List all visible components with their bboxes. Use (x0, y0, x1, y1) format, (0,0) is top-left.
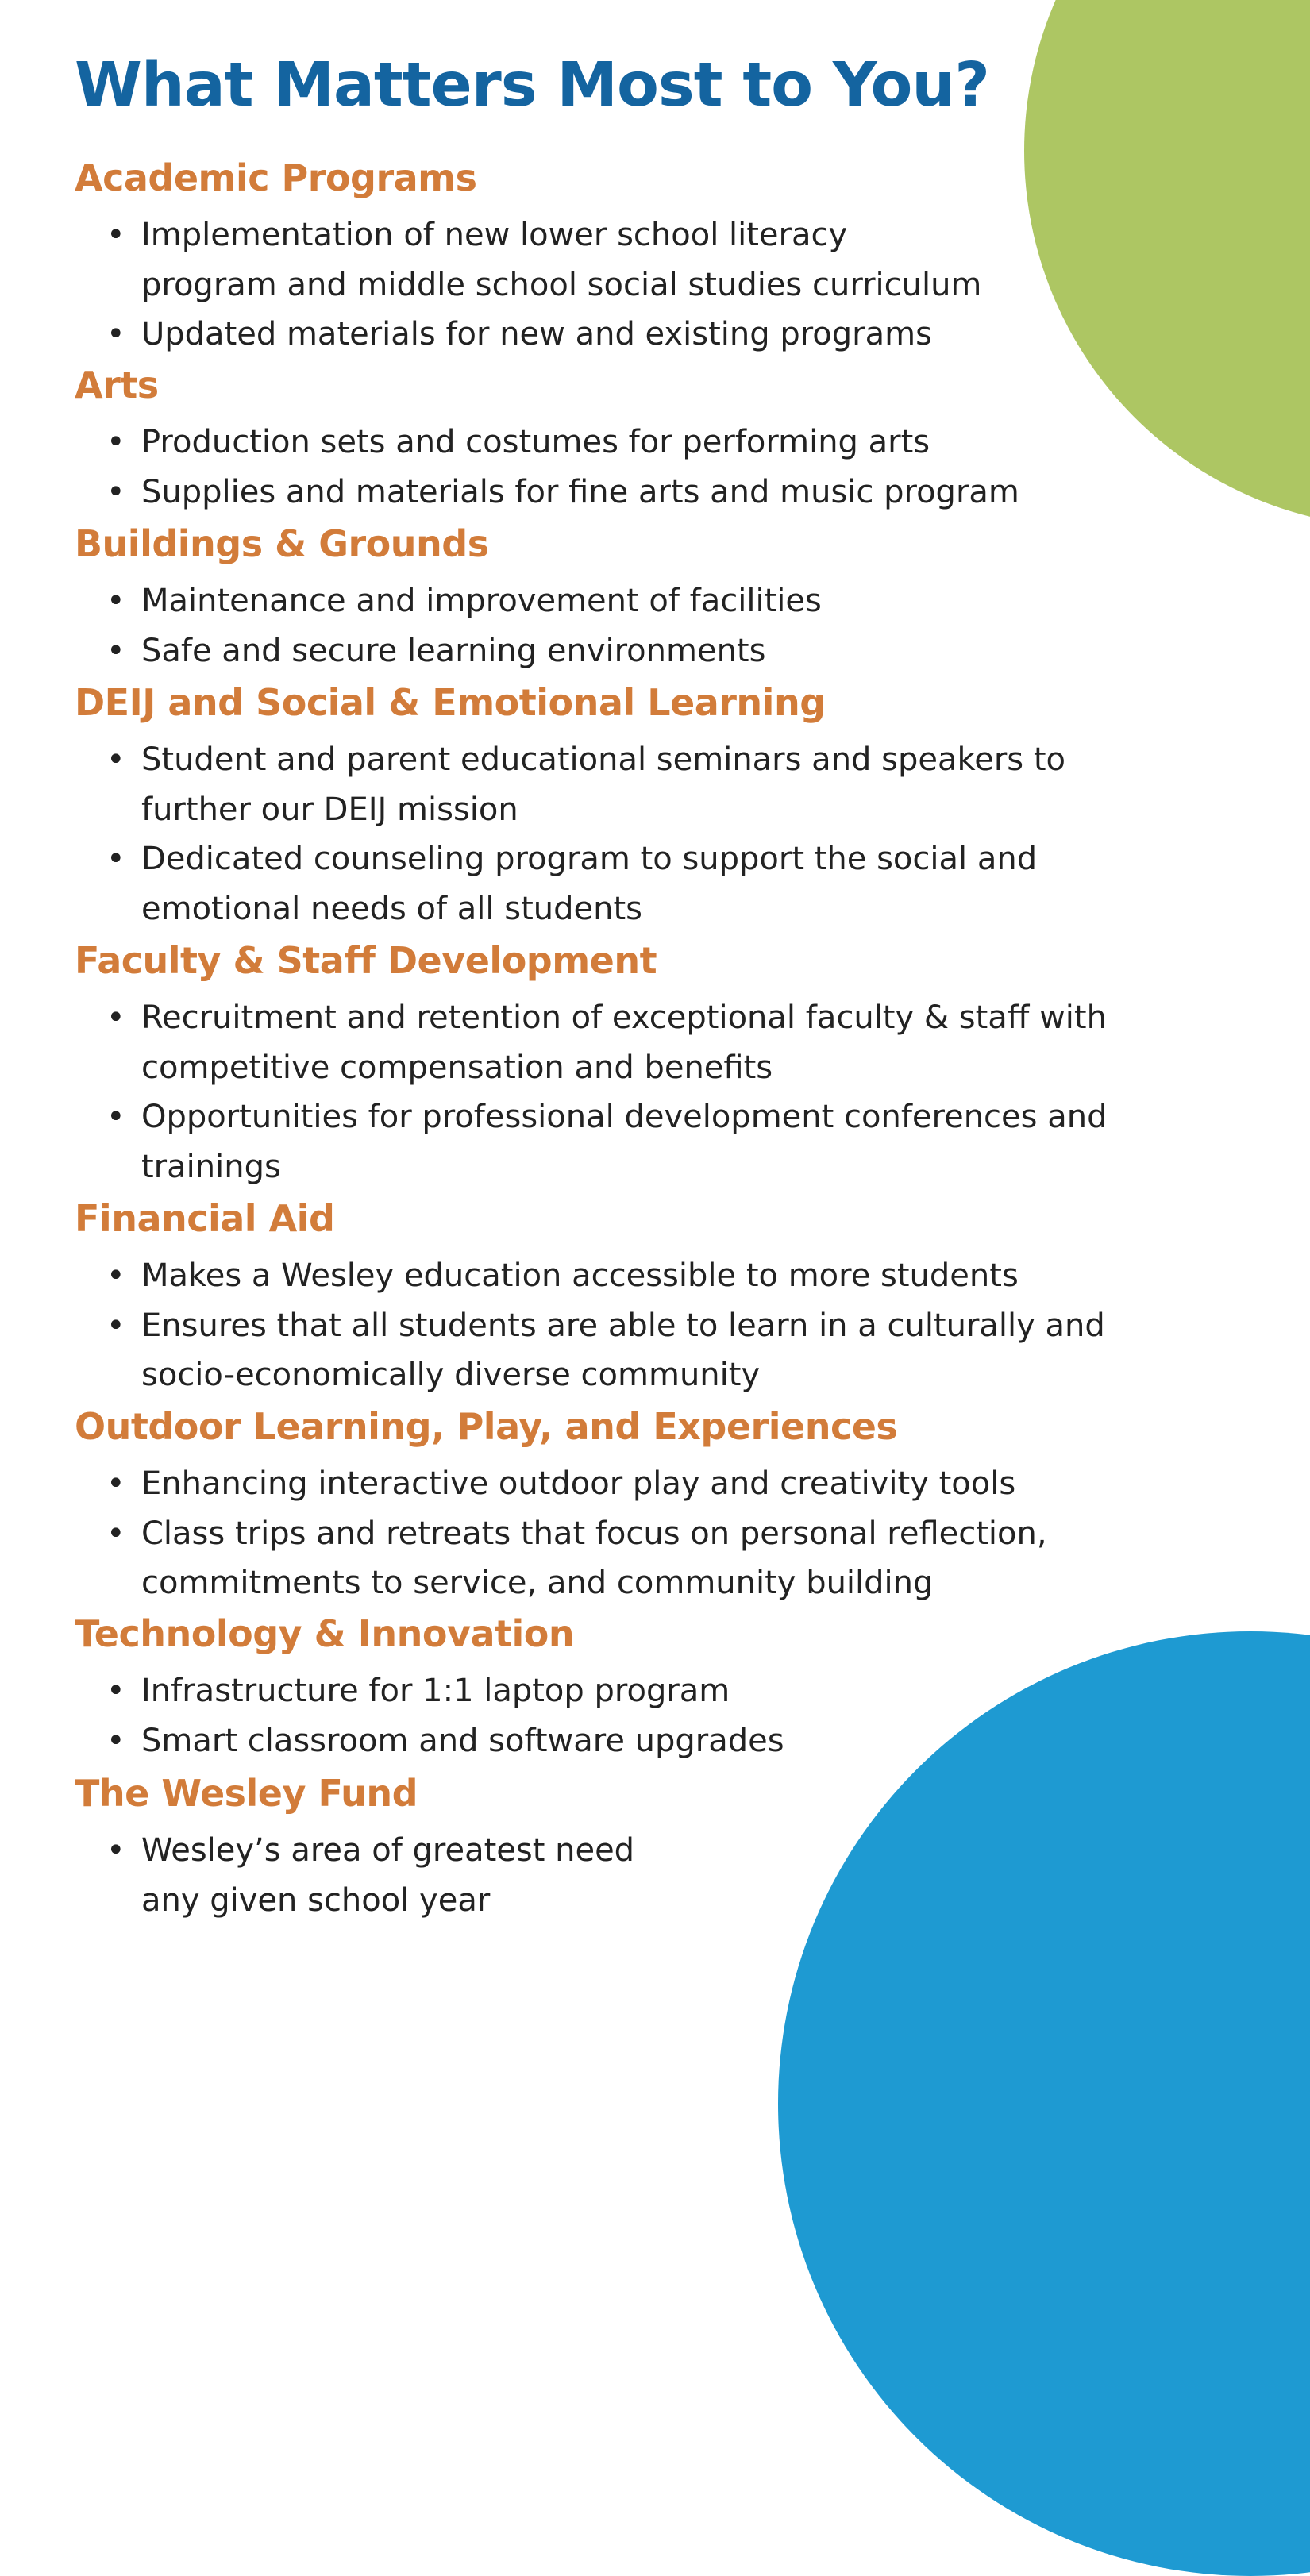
bullet-icon: • (106, 1465, 125, 1502)
bullet-icon: • (106, 217, 125, 253)
section-heading: Buildings & Grounds (75, 522, 489, 565)
list-item-line: competitive compensation and benefits (141, 1049, 773, 1086)
list-item-line: Enhancing interactive outdoor play and creativity tools (141, 1465, 1016, 1502)
list-item-line: Supplies and materials for fine arts and music program (141, 473, 1019, 510)
list-item-line: Implementation of new lower school literacy (141, 217, 848, 253)
list-item-line: Wesley’s area of greatest need (141, 1832, 635, 1869)
section-heading: Technology & Innovation (75, 1612, 575, 1655)
bullet-icon: • (106, 1515, 125, 1552)
bullet-icon: • (106, 1257, 125, 1294)
list-item-line: socio-economically diverse community (141, 1357, 761, 1394)
bullet-icon: • (106, 1673, 125, 1709)
list-item-line: Maintenance and improvement of facilities (141, 583, 822, 619)
bullet-icon: • (106, 1307, 125, 1344)
bullet-icon: • (106, 473, 125, 510)
section-heading: The Wesley Fund (75, 1772, 418, 1815)
list-item-line: Recruitment and retention of exceptional faculty & staff with (141, 999, 1107, 1036)
list-item-line: further our DEIJ mission (141, 791, 518, 828)
list-item-line: program and middle school social studies curriculum (141, 266, 982, 303)
bullet-icon: • (106, 424, 125, 460)
bullet-icon: • (106, 1099, 125, 1136)
bullet-icon: • (106, 316, 125, 353)
bullet-icon: • (106, 1722, 125, 1759)
bullet-icon: • (106, 999, 125, 1036)
bullet-icon: • (106, 632, 125, 669)
list-item-line: Makes a Wesley education accessible to more students (141, 1257, 1019, 1294)
list-item-line: Updated materials for new and existing programs (141, 316, 932, 353)
list-item-line: any given school year (141, 1881, 491, 1919)
list-item-line: Student and parent educational seminars and speakers to (141, 741, 1066, 778)
bullet-icon: • (106, 583, 125, 619)
list-item-line: Infrastructure for 1:1 laptop program (141, 1673, 730, 1709)
list-item-line: Ensures that all students are able to learn in a culturally and (141, 1307, 1105, 1344)
section-heading: Arts (75, 364, 159, 406)
list-item-line: Safe and secure learning environments (141, 632, 766, 669)
page-title: What Matters Most to You? (75, 50, 989, 121)
list-item-line: Production sets and costumes for performing arts (141, 424, 930, 460)
section-heading: DEIJ and Social & Emotional Learning (75, 681, 826, 724)
list-item-line: commitments to service, and community building (141, 1565, 934, 1602)
bullet-icon: • (106, 741, 125, 778)
section-heading: Financial Aid (75, 1197, 335, 1240)
list-item-line: Smart classroom and software upgrades (141, 1722, 784, 1759)
section-heading: Outdoor Learning, Play, and Experiences (75, 1405, 898, 1448)
list-item-line: Dedicated counseling program to support the social and (141, 841, 1038, 878)
section-heading: Academic Programs (75, 156, 477, 199)
list-item-line: Opportunities for professional development conferences and (141, 1099, 1108, 1136)
bullet-icon: • (106, 1832, 125, 1869)
list-item-line: trainings (141, 1148, 281, 1185)
list-item-line: Class trips and retreats that focus on personal reflection, (141, 1515, 1047, 1552)
bullet-icon: • (106, 841, 125, 878)
list-item-line: emotional needs of all students (141, 890, 642, 927)
section-heading: Faculty & Staff Development (75, 939, 657, 982)
